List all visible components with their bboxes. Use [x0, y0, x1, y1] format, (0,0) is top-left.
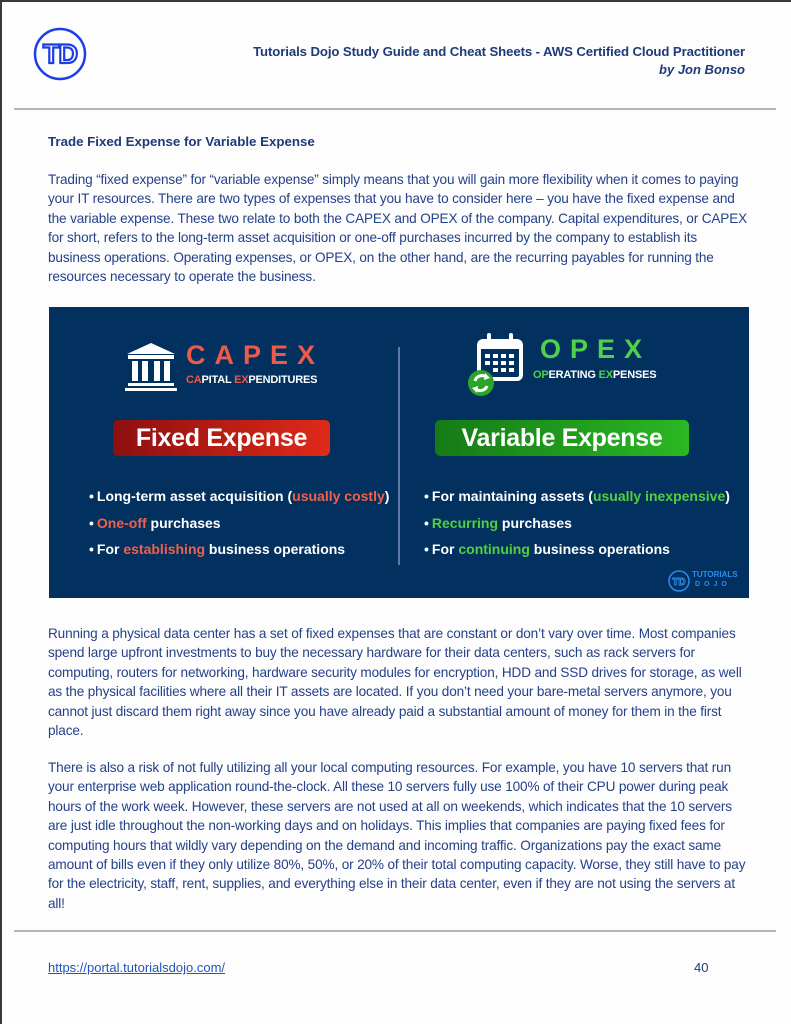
capex-bullet-list: [89, 483, 389, 563]
header-divider: [14, 108, 776, 110]
bullet-text: purchases: [146, 514, 221, 531]
page-number: 40: [694, 960, 709, 975]
opex-subtitle-hl: EX: [598, 369, 613, 381]
bank-building-icon: [125, 342, 177, 392]
bullet-highlight: One-off: [96, 514, 147, 531]
page-border-top: [0, 0, 791, 2]
capex-subtitle-hl: EX: [234, 374, 249, 386]
opex-title: OPEX: [540, 334, 652, 364]
header-title: Tutorials Dojo Study Guide and Cheat Sheets - AWS Certified Cloud Practitioner: [253, 44, 745, 59]
svg-text:TD: TD: [672, 577, 686, 588]
list-item: [424, 510, 730, 537]
opex-subtitle-hl: OP: [533, 369, 549, 381]
capex-subtitle-hl: CA: [186, 374, 202, 386]
footer-divider: [14, 930, 776, 932]
opex-subtitle-text: PENSES: [612, 369, 657, 381]
bullet-text: For maintaining assets (: [431, 488, 593, 504]
variable-expense-badge: Variable Expense: [435, 420, 689, 456]
opex-subtitle: [533, 369, 656, 381]
bullet-text: ): [384, 488, 390, 504]
brand-line2: DOJO: [695, 581, 731, 588]
bullet-highlight: Recurring: [431, 514, 499, 531]
paragraph-fixed-expenses: Running a physical data center has a set of fixed expenses that are constant or don’t vary over time. Most companies spend large upfront investments to buy the necessary hardware for their data centers, such as rack servers for computing, routers for networking, hardware security modules for encryption, HDD and SSD drives for storage, as well as the physical facilities where all their IT assets are located. If you don’t need your bare-metal servers anymore, you cannot just discard them right away since you have already paid a substantial amount of money for them in the first place.: [48, 626, 742, 739]
header-author: by Jon Bonso: [659, 62, 745, 77]
paragraph-intro: Trading “fixed expense” for “variable expense” simply means that you will gain more flexibility when it comes to paying your IT resources. There are two types of expenses that you have to consider here – you have the fixed expense and the variable expense. These two relate to both the CAPEX and OPEX of the company. Capital expenditures, or CAPEX for short, refers to the long-term asset acquisition or one-off purchases incurred by the company to establish its business operations. Operating expenses, or OPEX, on the other hand, are the recurring payables for running the resources necessary to operate the business.: [48, 172, 748, 285]
page-border-left: [0, 0, 2, 1024]
fixed-expense-badge: Fixed Expense: [113, 420, 330, 456]
opex-subtitle-text: ERATING: [548, 369, 599, 381]
bullet-text: ): [725, 488, 730, 504]
capex-opex-infographic: [49, 307, 749, 598]
portal-link[interactable]: https://portal.tutorialsdojo.com/: [48, 960, 226, 975]
brand-wordmark: [692, 570, 738, 590]
list-item: [89, 510, 389, 537]
capex-subtitle-text: PENDITURES: [248, 374, 318, 386]
opex-bullet-list: [424, 483, 730, 563]
bullet-highlight: establishing: [123, 541, 206, 557]
paragraph-underutilization: There is also a risk of not fully utilizing all your local computing resources. For example, you have 10 servers that run your enterprise web application round-the-clock. All these 10 servers fully use 100% of their CPU power during peak hours of the work week. However, these servers are not used at all on weekends, which indicates that the 10 servers are just idle throughout the non-working days and on holidays. This implies that companies are paying fixed fees for computing hours that wildly vary depending on the demand and incoming traffic. Organizations pay the exact same amount of bills even if they only utilize 80%, 50%, or 20% of their total computing capacity. Worse, they still have to pay for the electricity, staff, rent, supplies, and everything else in their data center, even if they are not using the servers at all!: [48, 760, 746, 911]
bullet-highlight: continuing: [458, 541, 530, 557]
list-item: [89, 483, 389, 510]
bullet-highlight: usually inexpensive: [592, 488, 726, 504]
capex-subtitle-text: PITAL: [201, 374, 235, 386]
bullet-text: For: [431, 541, 459, 557]
bullet-text: Long-term asset acquisition (: [96, 488, 293, 504]
tutorials-dojo-mini-logo-icon: [668, 570, 690, 592]
bullet-highlight: usually costly: [292, 488, 385, 504]
list-item: [424, 536, 730, 563]
list-item: [424, 483, 730, 510]
bullet-text: purchases: [498, 514, 572, 531]
bullet-text: For: [96, 541, 124, 557]
capex-subtitle: [186, 374, 317, 386]
bullet-text: business operations: [529, 541, 670, 557]
svg-text:TD: TD: [43, 39, 77, 69]
section-title: Trade Fixed Expense for Variable Expense: [48, 134, 315, 149]
brand-line1: TUTORIALS: [692, 570, 738, 579]
infographic-divider: [398, 347, 400, 565]
capex-title: CAPEX: [186, 340, 325, 370]
bullet-text: business operations: [205, 541, 346, 557]
calendar-recurring-icon: [467, 331, 523, 397]
list-item: [89, 536, 389, 563]
tutorials-dojo-logo-icon: [33, 27, 87, 81]
